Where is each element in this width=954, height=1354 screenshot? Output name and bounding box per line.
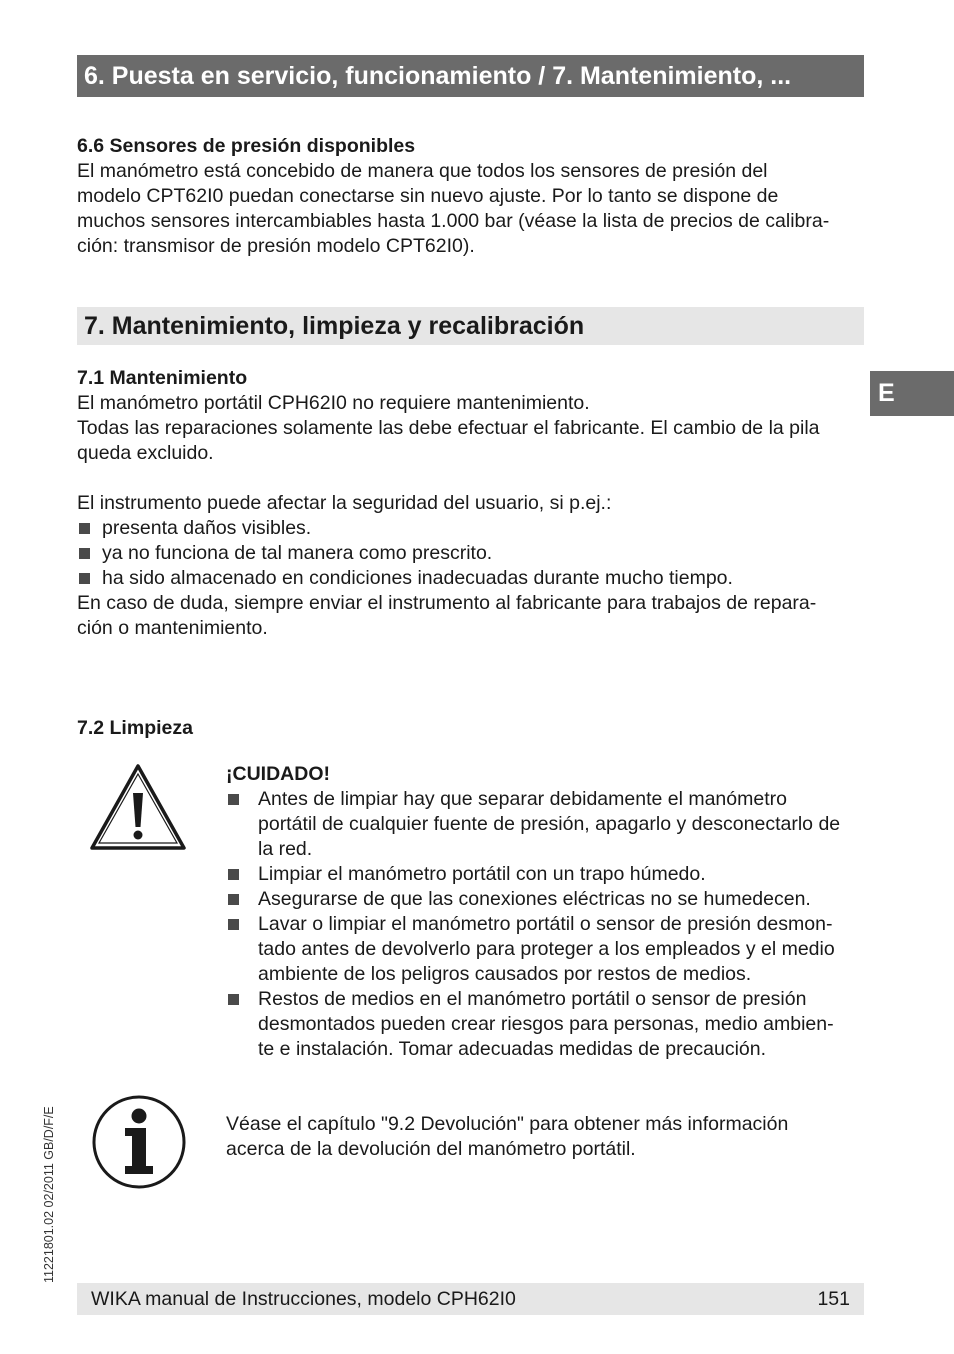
caution-block — [226, 762, 866, 1062]
page-number: 151 — [817, 1288, 850, 1310]
language-tab-label: E — [878, 379, 895, 407]
spacer — [77, 466, 867, 491]
list-item-text: Antes de limpiar hay que separar debidamente el manómetro — [258, 788, 787, 810]
section-7-1-closing-line: ción o mantenimiento. — [77, 617, 268, 639]
list-item — [77, 516, 867, 541]
list-item — [77, 566, 867, 591]
list-item — [77, 541, 867, 566]
square-bullet-icon — [228, 919, 239, 930]
list-item-text: Restos de medios en el manómetro portátil o sensor de presión — [258, 988, 807, 1010]
list-item-text: presenta daños visibles. — [102, 517, 312, 539]
section-6-6-line: ción: transmisor de presión modelo CPT62I0). — [77, 235, 475, 257]
section-7-1-line: queda excluido. — [77, 442, 214, 464]
section-6-6 — [77, 134, 867, 259]
list-item — [226, 887, 866, 912]
section-6-6-line: modelo CPT62I0 puedan conectarse sin nuevo ajuste. Por lo tanto se dispone de — [77, 185, 779, 207]
list-item-text: Asegurarse de que las conexiones eléctricas no se humedecen. — [258, 888, 811, 910]
list-item-text: la red. — [258, 838, 313, 860]
section-6-6-line: El manómetro está concebido de manera que todos los sensores de presión del — [77, 160, 768, 182]
info-note-line: Véase el capítulo "9.2 Devolución" para obtener más información — [226, 1113, 789, 1135]
square-bullet-icon — [228, 994, 239, 1005]
list-item — [226, 787, 866, 862]
section-7-2-heading: 7.2 Limpieza — [77, 717, 193, 739]
section-7-1-bullet-list — [77, 516, 867, 591]
list-item-text: desmontados pueden crear riesgos para personas, medio ambien- — [258, 1013, 834, 1035]
info-note-line: acerca de la devolución del manómetro portátil. — [226, 1138, 636, 1160]
caution-list — [226, 787, 866, 1062]
document-code: 11221801.02 02/2011 GB/D/F/E — [42, 1106, 56, 1283]
section-7-1-intro: El instrumento puede afectar la seguridad del usuario, si p.ej.: — [77, 492, 612, 514]
list-item — [226, 862, 866, 887]
section-7-1-closing-line: En caso de duda, siempre enviar el instrumento al fabricante para trabajos de repara- — [77, 592, 817, 614]
list-item-text: ya no funciona de tal manera como prescrito. — [102, 542, 493, 564]
list-item-text: te e instalación. Tomar adecuadas medidas de precaución. — [258, 1038, 767, 1060]
section-6-6-line: muchos sensores intercambiables hasta 1.000 bar (véase la lista de precios de calibra- — [77, 210, 830, 232]
section-7-1-line: El manómetro portátil CPH62I0 no requiere mantenimiento. — [77, 392, 590, 414]
section-7-1-line: Todas las reparaciones solamente las debe efectuar el fabricante. El cambio de la pila — [77, 417, 820, 439]
info-icon — [91, 1094, 187, 1190]
square-bullet-icon — [79, 573, 90, 584]
list-item-text: portátil de cualquier fuente de presión, apagarlo y desconectarlo de — [258, 813, 841, 835]
square-bullet-icon — [228, 794, 239, 805]
square-bullet-icon — [79, 523, 90, 534]
list-item-text: Lavar o limpiar el manómetro portátil o sensor de presión desmon- — [258, 913, 833, 935]
language-tab — [870, 371, 954, 416]
chapter-header-banner — [77, 55, 864, 97]
list-item — [226, 912, 866, 987]
section-7-1 — [77, 366, 867, 641]
list-item-text: ha sido almacenado en condiciones inadecuadas durante mucho tiempo. — [102, 567, 733, 589]
chapter-7-banner — [77, 307, 864, 345]
caution-title: ¡CUIDADO! — [226, 763, 330, 785]
footer-text: WIKA manual de Instrucciones, modelo CPH62I0 — [91, 1288, 516, 1310]
section-6-6-heading: 6.6 Sensores de presión disponibles — [77, 135, 416, 157]
page-footer — [77, 1283, 864, 1315]
square-bullet-icon — [228, 894, 239, 905]
chapter-7-title: 7. Mantenimiento, limpieza y recalibración — [84, 312, 585, 340]
square-bullet-icon — [79, 548, 90, 559]
chapter-header-title: 6. Puesta en servicio, funcionamiento / 7. Mantenimiento, ... — [84, 62, 792, 90]
list-item-text: Limpiar el manómetro portátil con un trapo húmedo. — [258, 863, 706, 885]
info-note — [226, 1112, 866, 1162]
list-item — [226, 987, 866, 1062]
warning-triangle-icon — [89, 763, 187, 851]
section-7-1-heading: 7.1 Mantenimiento — [77, 367, 248, 389]
list-item-text: ambiente de los peligros causados por restos de medios. — [258, 963, 752, 985]
list-item-text: tado antes de devolverlo para proteger a los empleados y el medio — [258, 938, 835, 960]
square-bullet-icon — [228, 869, 239, 880]
